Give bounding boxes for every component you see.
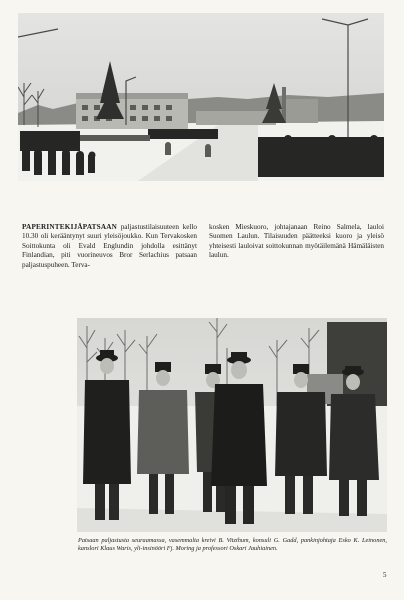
guests-group-photo bbox=[77, 318, 387, 532]
article-lead: PAPERINTEKIJÄPATSAAN bbox=[22, 223, 118, 231]
page-number: 5 bbox=[383, 571, 387, 579]
ceremony-crowd-photo bbox=[18, 13, 384, 181]
photo-caption: Patsaan paljastusta seuraamassa, vasemmalta kreivi B. Vitzthum, konsuli G. Gadd, pankinjohtaja Esko K. Leinonen, kanslori Klaus Waris, yli-insinööri Fj. Moring ja professori Oskari Jauhiainen. bbox=[78, 537, 387, 552]
article-text-right: kosken Mieskuoro, johtajanaan Reino Salmela, lauloi Suomen Laulun. Tilaisuuden päätteeksi kuoro ja yleisö yhteisesti lauloivat soittokunnan myötäilemänä Hämäläisten laulun. bbox=[209, 223, 384, 260]
article-column-left bbox=[22, 223, 197, 270]
article-column-right bbox=[209, 223, 384, 261]
article-text-left: paljastustilaisuuteen kello 10.30 oli kerääntynyt suuri yleisöjoukko. Kun Tervakosken Soittokunta oli Evald Englundin johdolla esittänyt Finlandian, piti vuorineuvos Bror Serlachius patsaan paljastuspuheen. Terva- bbox=[22, 223, 197, 269]
